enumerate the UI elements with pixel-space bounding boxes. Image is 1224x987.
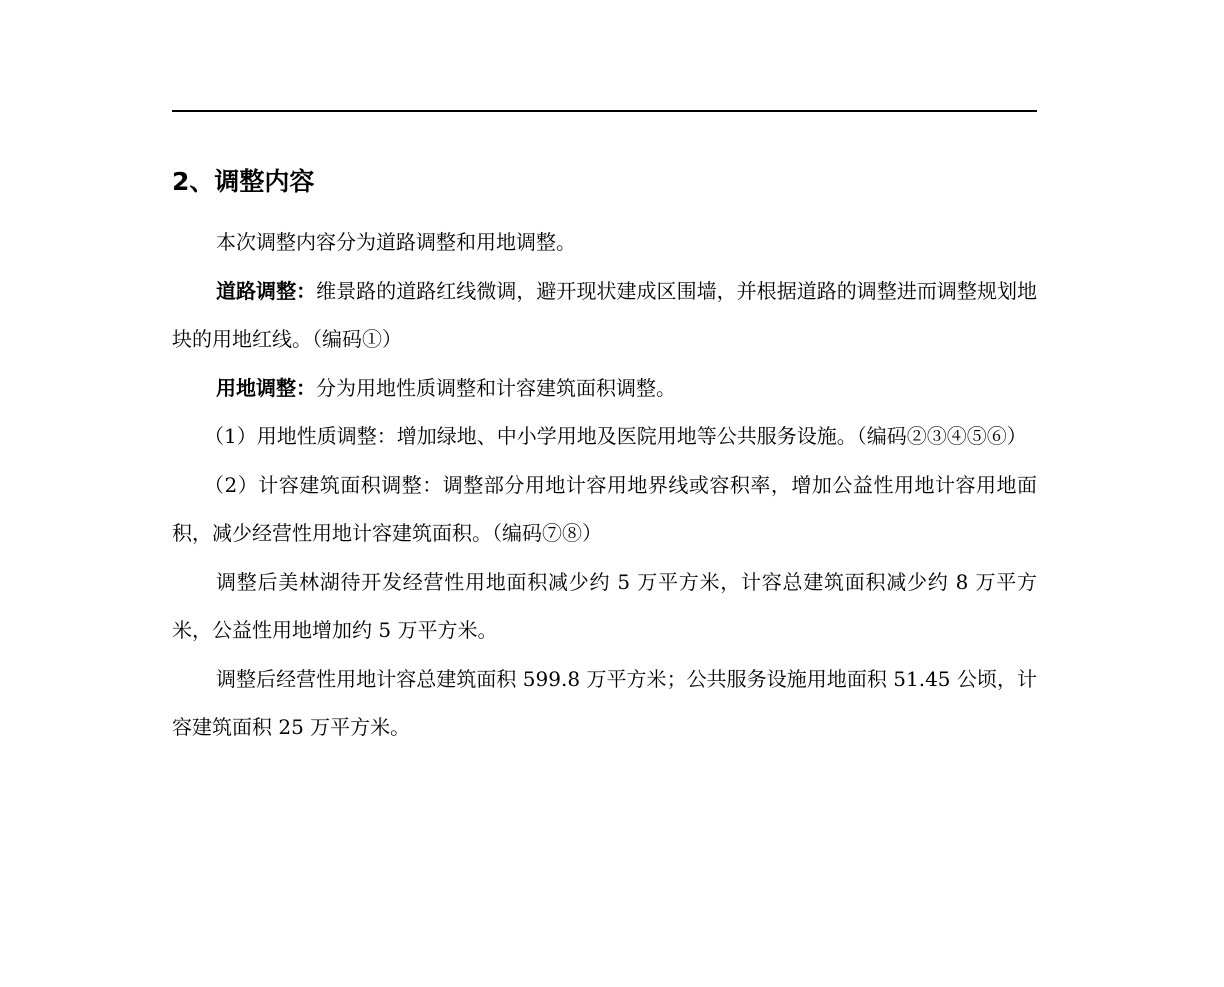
document-body bbox=[172, 160, 1037, 752]
paragraph-item-1: （1）用地性质调整：增加绿地、中小学用地及医院用地等公共服务设施。（编码②③④⑤⑥） bbox=[204, 424, 1027, 448]
road-adjustment-lead: 道路调整： bbox=[216, 278, 317, 303]
paragraph-summary-1: 调整后美林湖待开发经营性用地面积减少约 5 万平方米，计容总建筑面积减少约 8 万平方米，公益性用地增加约 5 万平方米。 bbox=[172, 569, 1037, 642]
section-heading: 2、调整内容 bbox=[172, 167, 315, 196]
paragraph-intro: 本次调整内容分为道路调整和用地调整。 bbox=[216, 230, 576, 254]
paragraph-land-adjustment bbox=[172, 364, 1037, 413]
paragraph-summary-2: 调整后经营性用地计容总建筑面积 599.8 万平方米；公共服务设施用地面积 51.45 公顷，计容建筑面积 25 万平方米。 bbox=[172, 666, 1037, 739]
land-adjustment-text: 分为用地性质调整和计容建筑面积调整。 bbox=[316, 375, 676, 400]
header-rule bbox=[172, 110, 1037, 112]
paragraph-road-adjustment bbox=[172, 267, 1037, 364]
land-adjustment-lead: 用地调整： bbox=[216, 375, 316, 400]
paragraph-item-2: （2）计容建筑面积调整：调整部分用地计容用地界线或容积率，增加公益性用地计容用地面积，减少经营性用地计容建筑面积。（编码⑦⑧） bbox=[172, 472, 1037, 545]
road-adjustment-text: 维景路的道路红线微调，避开现状建成区围墙，并根据道路的调整进而调整规划地块的用地红线。（编码①） bbox=[172, 278, 1037, 351]
